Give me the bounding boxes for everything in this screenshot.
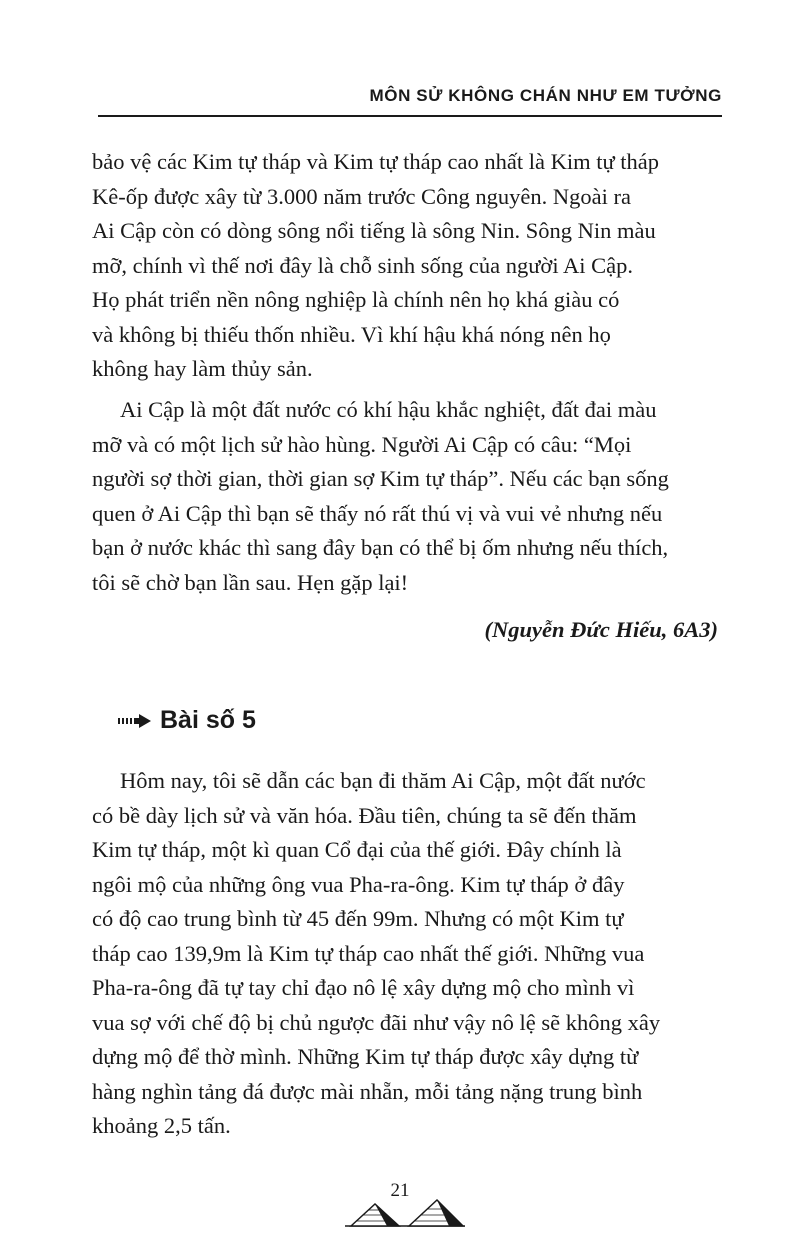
page-number: 21 (390, 1180, 410, 1201)
section-heading (118, 706, 256, 735)
text-line: có độ cao trung bình từ 45 đến 99m. Nhưng có một Kim tự (92, 906, 624, 931)
paragraph-continued (92, 145, 720, 387)
text-line: Pha-ra-ông đã tự tay chỉ đạo nô lệ xây dựng mộ cho mình vì (92, 975, 635, 1000)
running-header: MÔN SỬ KHÔNG CHÁN NHƯ EM TƯỞNG (369, 86, 722, 105)
author-attribution: (Nguyễn Đức Hiếu, 6A3) (484, 617, 718, 642)
text-line: Họ phát triển nền nông nghiệp là chính nên họ khá giàu có (92, 287, 620, 312)
text-line: Ai Cập là một đất nước có khí hậu khắc nghiệt, đất đai màu (120, 397, 657, 422)
text-line: Hôm nay, tôi sẽ dẫn các bạn đi thăm Ai Cập, một đất nước (120, 768, 646, 793)
text-line: khoảng 2,5 tấn. (92, 1113, 231, 1138)
text-line: bảo vệ các Kim tự tháp và Kim tự tháp cao nhất là Kim tự tháp (92, 149, 660, 174)
text-line: mỡ, chính vì thế nơi đây là chỗ sinh sống của người Ai Cập. (92, 252, 633, 278)
text-line: không hay làm thủy sản. (92, 356, 313, 381)
text-line: Kim tự tháp, một kì quan Cổ đại của thế giới. Đây chính là (92, 837, 622, 862)
text-line: ngôi mộ của những ông vua Pha-ra-ông. Kim tự tháp ở đây (92, 871, 625, 897)
text-line: bạn ở nước khác thì sang đây bạn có thể bị ốm nhưng nếu thích, (92, 535, 669, 560)
text-line: Ai Cập còn có dòng sông nổi tiếng là sông Nin. Sông Nin màu (92, 218, 656, 243)
text-line: mỡ và có một lịch sử hào hùng. Người Ai Cập có câu: “Mọi (92, 431, 632, 457)
paragraph-closing (92, 393, 720, 600)
pyramid-icon (345, 1194, 465, 1228)
text-line: hàng nghìn tảng đá được mài nhẵn, mỗi tảng nặng trung bình (92, 1078, 643, 1104)
text-line: vua sợ với chế độ bị chủ ngược đãi như vậy nô lệ sẽ không xây (92, 1009, 661, 1035)
text-line: tôi sẽ chờ bạn lần sau. Hẹn gặp lại! (92, 569, 409, 595)
page-footer (0, 1176, 800, 1236)
text-line: quen ở Ai Cập thì bạn sẽ thấy nó rất thú vị và vui vẻ nhưng nếu (92, 500, 663, 526)
header-rule (98, 115, 722, 117)
text-line: và không bị thiếu thốn nhiều. Vì khí hậu khá nóng nên họ (92, 321, 611, 347)
section-title: Bài số 5 (160, 706, 256, 734)
arrow-icon (118, 713, 152, 729)
text-line: người sợ thời gian, thời gian sợ Kim tự tháp”. Nếu các bạn sống (92, 466, 669, 491)
paragraph-section (92, 764, 720, 1144)
text-line: Kê-ốp được xây từ 3.000 năm trước Công nguyên. Ngoài ra (92, 183, 632, 209)
text-line: dựng mộ để thờ mình. Những Kim tự tháp được xây dựng từ (92, 1044, 639, 1069)
text-line: tháp cao 139,9m là Kim tự tháp cao nhất thế giới. Những vua (92, 940, 645, 966)
text-line: có bề dày lịch sử và văn hóa. Đầu tiên, chúng ta sẽ đến thăm (92, 802, 637, 828)
